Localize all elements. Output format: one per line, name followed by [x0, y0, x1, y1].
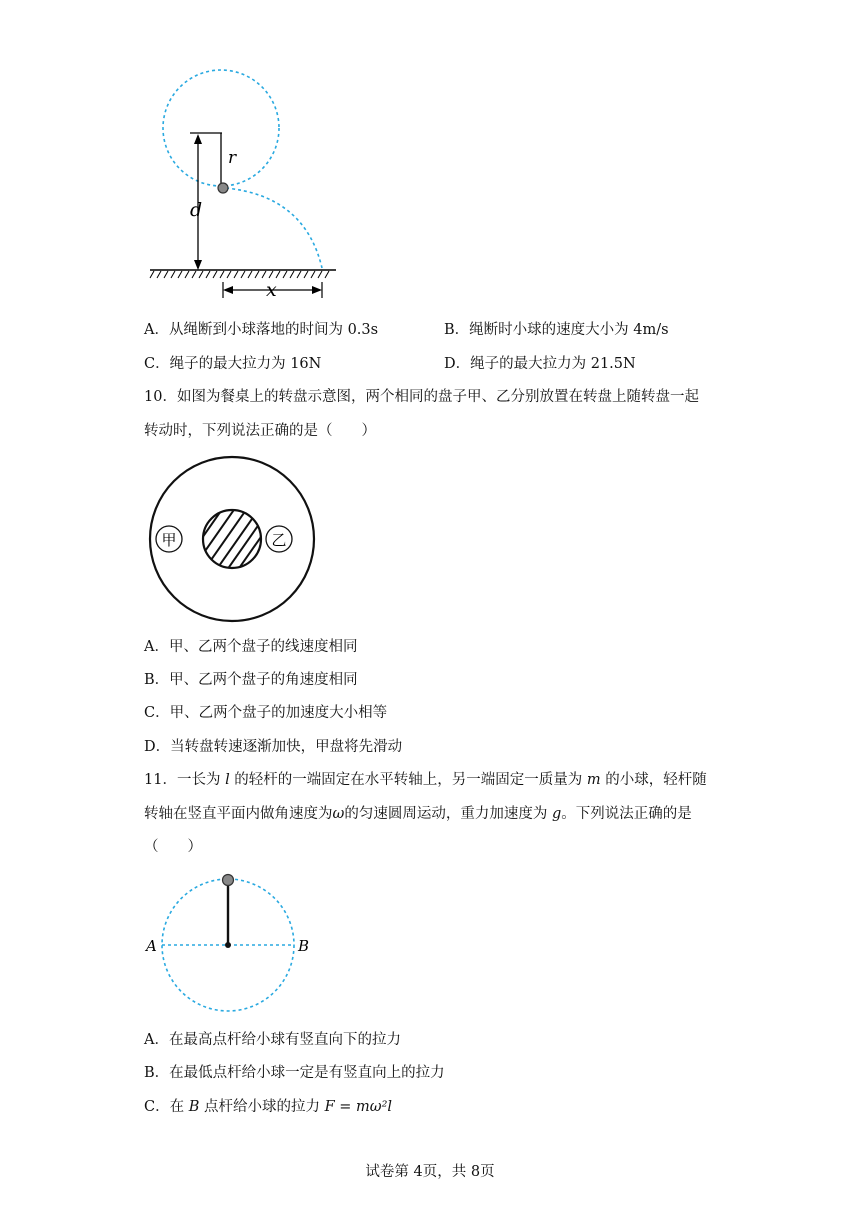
q9-option-a: A．从绳断到小球落地的时间为 0.3s [144, 322, 379, 338]
q11-optc-point-b: B [188, 1099, 200, 1115]
q11-ball [223, 875, 234, 886]
q10-stem-line2: 转动时，下列说法正确的是（ ） [144, 423, 376, 439]
q11-optc-mid: 点杆给小球的拉力 [199, 1099, 325, 1115]
q11-l1c: 的轻杆的一端固定在水平转轴上，另一端固定一质量为 [229, 772, 587, 788]
q9-option-d: D．绳子的最大拉力为 21.5N [444, 356, 636, 372]
q10-stem-line1: 10．如图为餐桌上的转盘示意图，两个相同的盘子甲、乙分别放置在转盘上随转盘一起 [144, 389, 699, 405]
q11-l2c: 的匀速圆周运动，重力加速度为 [344, 806, 552, 822]
q11-axis-point [225, 942, 231, 948]
q11-var-l: l [225, 772, 230, 788]
q11-label-B: B [298, 937, 310, 955]
q11-option-a: A．在最高点杆给小球有竖直向下的拉力 [144, 1032, 401, 1048]
q10-option-d: D．当转盘转速逐渐加快，甲盘将先滑动 [144, 739, 403, 755]
q9-option-b: B．绳断时小球的速度大小为 4m/s [444, 322, 669, 338]
page-footer: 试卷第 4页，共 8页 [365, 1164, 495, 1180]
q9-option-c: C．绳子的最大拉力为 16N [144, 356, 322, 372]
q11-optc-prefix: C．在 [144, 1099, 189, 1115]
q9-label-d: d [190, 199, 203, 221]
q9-label-x: x [266, 279, 277, 301]
q11-l2a: 转轴在竖直平面内做角速度为 [144, 806, 333, 822]
q11-var-omega: ω [332, 806, 345, 822]
plate-jia-label: 甲 [161, 531, 177, 549]
q10-option-a: A．甲、乙两个盘子的线速度相同 [144, 639, 358, 655]
q10-option-c: C．甲、乙两个盘子的加速度大小相等 [144, 705, 388, 721]
q9-label-r: r [228, 148, 237, 168]
plate-yi-label: 乙 [271, 531, 287, 549]
q11-label-A: A [146, 937, 157, 955]
q11-l2e: 。下列说法正确的是 [561, 806, 692, 822]
q11-stem-line3: （ ） [144, 839, 202, 855]
q11-optc-formula: F = mω²l [324, 1099, 393, 1115]
q11-option-c [144, 1097, 392, 1117]
q11-var-m: m [586, 772, 601, 788]
q11-option-b: B．在最低点杆给小球一定是有竖直向上的拉力 [144, 1065, 445, 1081]
q11-l1e: 的小球，轻杆随 [600, 772, 707, 788]
q11-var-g: g [551, 806, 562, 822]
q11-l1a: 11．一长为 [144, 772, 226, 788]
q10-option-b: B．甲、乙两个盘子的角速度相同 [144, 672, 358, 688]
